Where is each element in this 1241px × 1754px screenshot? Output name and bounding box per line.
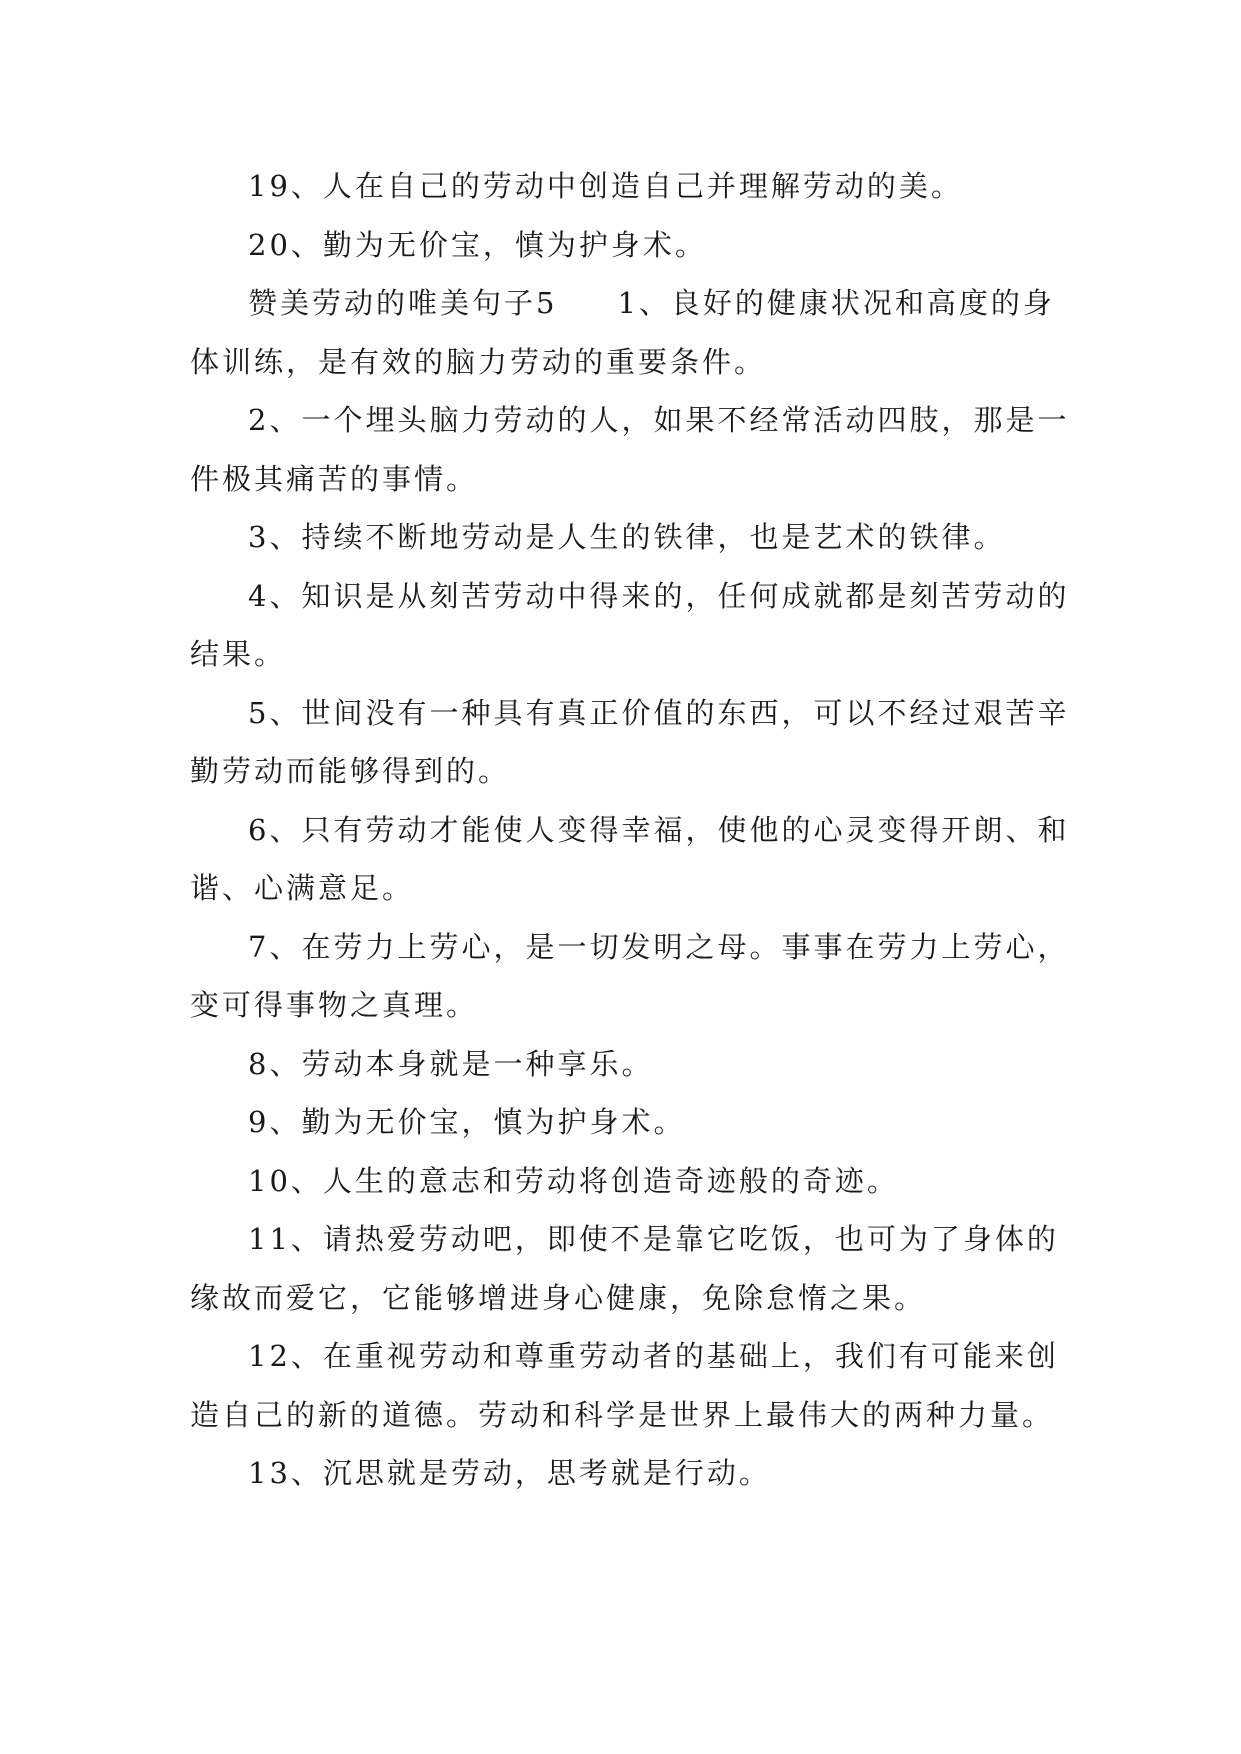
document-body bbox=[190, 157, 1070, 1503]
item-5: 5、世间没有一种具有真正价值的东西，可以不经过艰苦辛勤劳动而能够得到的。 bbox=[190, 695, 1070, 788]
item-7: 7、在劳力上劳心，是一切发明之母。事事在劳力上劳心，变可得事物之真理。 bbox=[190, 929, 1070, 1022]
paragraph-20: 20、勤为无价宝，慎为护身术。 bbox=[248, 227, 707, 262]
item-10: 10、人生的意志和劳动将创造奇迹般的奇迹。 bbox=[248, 1163, 899, 1198]
section-paragraph bbox=[190, 274, 1070, 391]
section-heading: 赞美劳动的唯美句子5 bbox=[248, 286, 558, 320]
item-6: 6、只有劳动才能使人变得幸福，使他的心灵变得开朗、和谐、心满意足。 bbox=[190, 812, 1070, 905]
item-4: 4、知识是从刻苦劳动中得来的，任何成就都是刻苦劳动的结果。 bbox=[190, 578, 1070, 671]
item-12: 12、在重视劳动和尊重劳动者的基础上，我们有可能来创造自己的新的道德。劳动和科学是世界上最伟大的两种力量。 bbox=[190, 1339, 1059, 1432]
section-first-item: 1、良好的健康状况和高度的身体训练，是有效的脑力劳动的重要条件。 bbox=[190, 286, 1055, 379]
item-13: 13、沉思就是劳动，思考就是行动。 bbox=[248, 1456, 771, 1490]
item-3: 3、持续不断地劳动是人生的铁律，也是艺术的铁律。 bbox=[248, 520, 1006, 554]
item-11: 11、请热爱劳动吧，即使不是靠它吃饭，也可为了身体的缘故而爱它，它能够增进身心健康，免除怠惰之果。 bbox=[190, 1222, 1059, 1315]
item-9: 9、勤为无价宝，慎为护身术。 bbox=[248, 1105, 686, 1139]
paragraph-19: 19、人在自己的劳动中创造自己并理解劳动的美。 bbox=[248, 169, 963, 203]
item-2: 2、一个埋头脑力劳动的人，如果不经常活动四肢，那是一件极其痛苦的事情。 bbox=[190, 403, 1070, 496]
item-8: 8、劳动本身就是一种享乐。 bbox=[248, 1046, 654, 1081]
